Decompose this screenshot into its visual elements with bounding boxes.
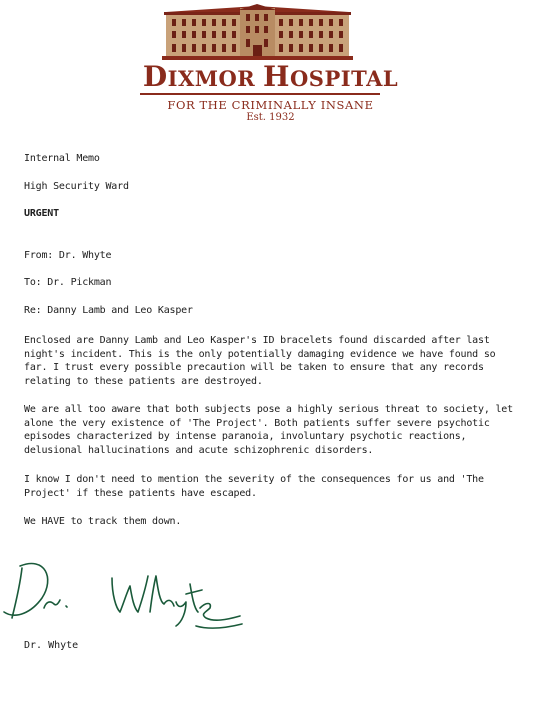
signatory-name: Dr. Whyte [24, 640, 79, 651]
memo-paragraph-4: We HAVE to track them down. [24, 516, 182, 527]
memo-paragraph-1: Enclosed are Danny Lamb and Leo Kasper's ID bracelets found discarded after last night's incident. This is the only potentially damaging evidence we have found so far. I trust every possible precaution will be taken to ensure that any records relating to these patients are destroyed. [24, 335, 496, 387]
hospital-building-logo [160, 4, 355, 62]
letterhead [0, 0, 541, 135]
memo-from: From: Dr. Whyte [24, 250, 112, 261]
hospital-name: DIXMOR HOSPITAL [142, 60, 399, 93]
memo-subject: Re: Danny Lamb and Leo Kasper [24, 305, 193, 316]
memo-priority: URGENT [24, 208, 59, 219]
memo-ward: High Security Ward [24, 181, 129, 192]
memo-paragraph-2: We are all too aware that both subjects pose a highly serious threat to society, let alone the very existence of 'The Project'. Both patients suffer severe psychotic episodes characterized by intense paranoia, involuntary psychotic reactions, delusional hallucinations and acute schizophrenic disorders. [24, 404, 513, 456]
letterhead-divider [140, 93, 380, 95]
memo-type: Internal Memo [24, 153, 100, 164]
hospital-tagline: FOR THE CRIMINALLY INSANE [167, 98, 374, 112]
memo-paragraph-3: I know I don't need to mention the severity of the consequences for us and 'The Project' if these patients have escaped. [24, 474, 484, 499]
handwritten-signature [0, 550, 260, 640]
memo-to: To: Dr. Pickman [24, 277, 112, 288]
established-year: Est. 1932 [246, 112, 295, 123]
